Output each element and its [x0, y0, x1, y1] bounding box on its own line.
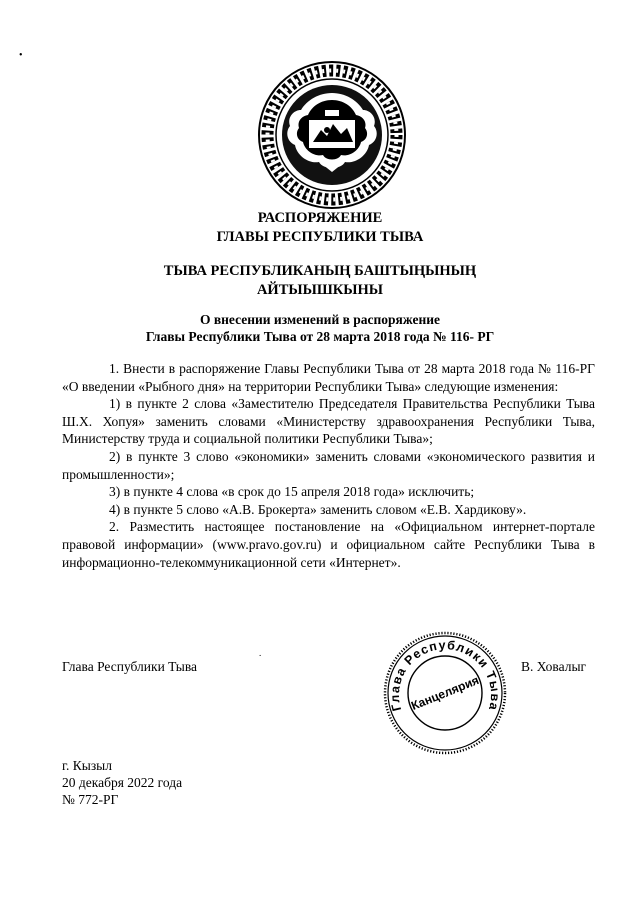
document-title	[0, 209, 640, 247]
footer-date: 20 декабря 2022 года	[62, 775, 183, 790]
coat-of-arms-emblem	[257, 60, 407, 210]
document-title-tuvan-line: ТЫВА РЕСПУБЛИКАНЫҢ БАШТЫҢЫНЫҢ	[163, 263, 477, 279]
document-subject-line: О внесении изменений в распоряжение	[199, 312, 441, 327]
document-footer	[62, 757, 182, 808]
footer-number: № 772-РГ	[62, 792, 119, 807]
body-paragraph: 1. Внести в распоряжение Главы Республики Тыва от 28 марта 2018 года № 116-РГ «О введении «Рыбного дня» на территории Республики Тыва» следующие изменения:	[62, 361, 595, 394]
document-title-tuvan-line: АЙТЫЫШКЫНЫ	[256, 282, 384, 298]
document-subject-line: Главы Республики Тыва от 28 марта 2018 года № 116- РГ	[145, 329, 495, 344]
signatory-position: Глава Республики Тыва	[62, 659, 198, 674]
document-title-line: РАСПОРЯЖЕНИЕ	[257, 210, 383, 226]
official-stamp	[380, 628, 510, 758]
body-paragraph: 3) в пункте 4 слова «в срок до 15 апреля 2018 года» исключить;	[109, 484, 475, 500]
stray-dot: .	[259, 648, 262, 658]
document-title-tuvan	[0, 262, 640, 300]
body-paragraph: 2) в пункте 3 слово «экономики» заменить словами «экономического развития и промышленности»;	[62, 448, 595, 482]
document-body	[62, 360, 595, 571]
document-subject	[0, 311, 640, 345]
body-paragraph: 1) в пункте 2 слова «Заместителю Председателя Правительства Республики Тыва Ш.Х. Хопуя» заменить словами «Министерству здравоохранения Республики Тыва, Министерству труда и социальной политики Республики Тыва»;	[62, 396, 595, 447]
body-paragraph: 2. Разместить настоящее постановление на «Официальном интернет-портале правовой информации» (www.pravo.gov.ru) и официальном сайте Республики Тыва в информационно-телекоммуникационной сети «Интернет».	[62, 519, 595, 570]
signatory-name: В. Ховалыг	[521, 659, 587, 674]
corner-mark: •	[19, 50, 23, 61]
stamp-center-text: Канцелярия	[409, 673, 481, 713]
document-title-line: ГЛАВЫ РЕСПУБЛИКИ ТЫВА	[216, 229, 424, 245]
footer-city: г. Кызыл	[62, 758, 112, 773]
body-paragraph: 4) в пункте 5 слово «А.В. Брокерта» заменить словом «Е.В. Хардикову».	[109, 501, 527, 517]
stamp-ring-text: Глава Республики Тыва	[387, 638, 503, 713]
